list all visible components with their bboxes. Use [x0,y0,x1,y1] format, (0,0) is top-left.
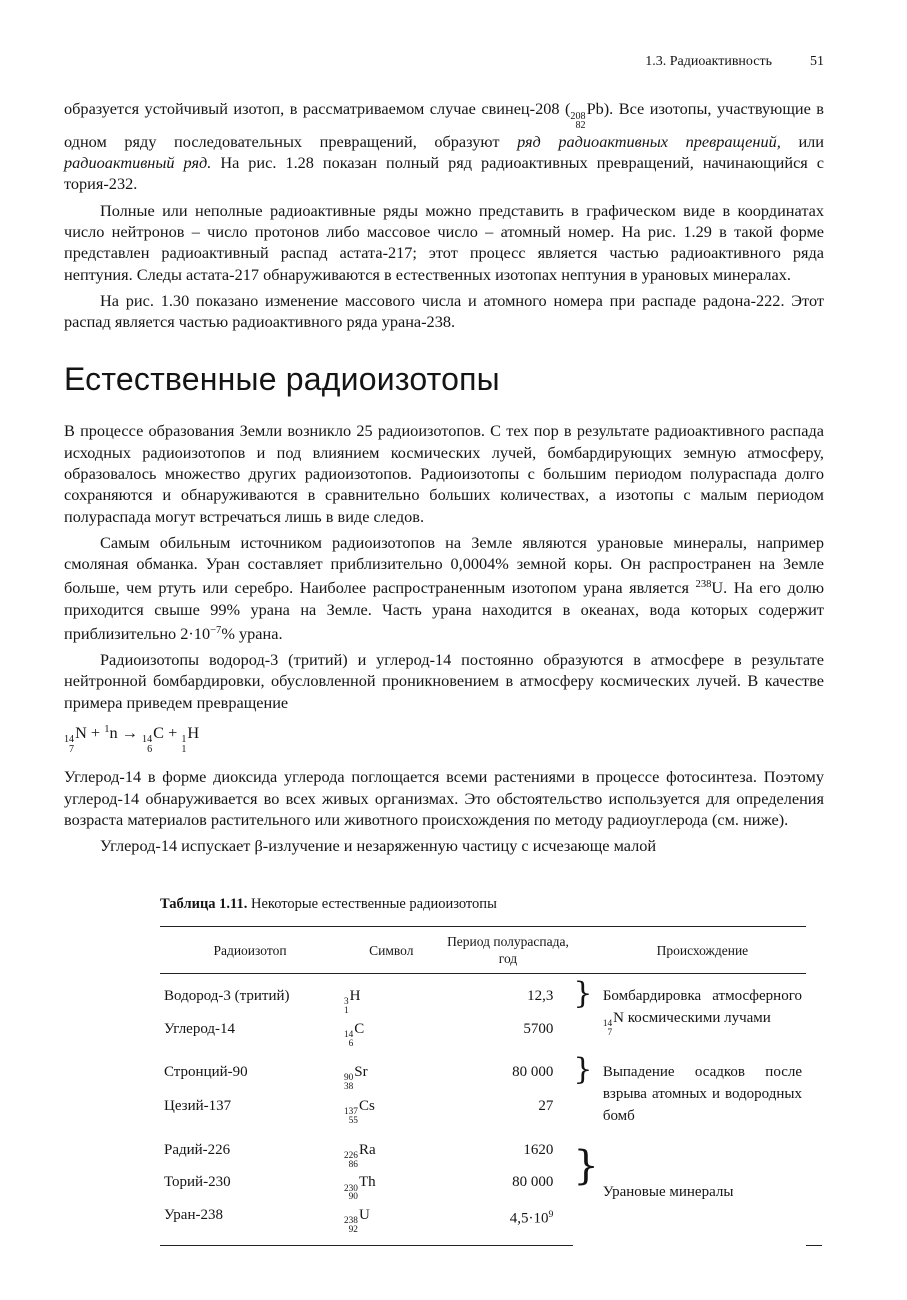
origin-cell: Бомбардировка атмосферного 14 7 N космическими лучами [602,988,802,1038]
col-header-origin: Происхождение [599,927,806,974]
paragraph: Углерод-14 испускает β-излучение и незаряженную частицу с исчезающе малой [100,836,657,856]
page-number: 51 [810,54,824,69]
col-header-symbol: Символ [340,927,443,974]
term-emphasis: ряд радиоактивных превращений, [517,131,781,151]
origin-cell: Выпадение осадков после взрыва атомных и водородных бомб [602,1063,802,1124]
running-header [64,54,824,76]
paragraph: Полные или неполные радиоактивные ряды можно представить в графическом виде в координатах число нейтронов – число протонов либо массовое число – атомный номер. На рис. 1.29 в такой форме представлен радиоактивный распад астата-217; этот процесс является частью радиоактивного ряда нептуния. Следы астата-217 обнаруживаются в естественных изотопах нептуния в урановых минералах. [64,200,824,284]
table-row: Торий-230 230 90 Th 80 000 [164,1174,554,1203]
section-title: 1.3. Радиоактивность [645,54,772,69]
col-header-period: Период полураспада, год [443,927,574,974]
section-heading: Естественные радиоизотопы [64,361,500,398]
right-brace: } [573,976,593,1011]
term-emphasis: радиоактивный ряд. [64,153,212,173]
radioisotope-table [160,926,822,1246]
isotope-notation: 208 82 [570,110,586,132]
paragraph: На рис. 1.30 показано изменение массового числа и атомного номера при распаде радона-222. Этот распад является частью радиоактивного ряда урана-238. [64,290,824,332]
paragraph: Радиоизотопы водород-3 (тритий) и углерод-14 постоянно образуются в атмосфере в результате нейтронной бомбардировки, обусловленной проникновением в атмосферу космических лучей. В качестве примера приведем превращение [64,650,824,712]
paragraph: образуется устойчивый изотоп, в рассматриваемом случае свинец-208 ( 208 82 Pb). Все изотопы, участвующие в одном ряду последовательных превращений, образуют ряд радиоактивных превращений, или радиоактивный ряд. На рис. 1.28 показан полный ряд радиоактивных превращений, начинающийся с тория-232. [64,99,825,194]
table-row: Водород-3 (тритий) 3 1 H 12,3 } Бомбардировка атмосферного 14 7 N космическими лучами [160,984,822,1017]
table-row: Углерод-14 14 6 C 5700 [164,1020,554,1049]
table-row: Цезий-137 137 55 Cs 27 [164,1097,554,1126]
origin-cell: Урановые минералы [602,1183,734,1200]
table-caption: Таблица 1.11. Некоторые естественные радиоизотопы [160,896,497,912]
right-brace: } [573,1142,599,1189]
paragraph: В процессе образования Земли возникло 25 радиоизотопов. С тех пор в результате радиоактивного распада исходных радиоизотопов и под влиянием космических лучей, бомбардирующих земную атмосферу, образовалось множество других радиоизотопов. Радиоизотопы с большим периодом полураспада долго сохраняются и обнаруживаются в сравнительно больших количествах, а изотопы с малым периодом полураспада могут встречаться лишь в виде следов. [64,421,824,526]
nuclear-reaction-formula: 14 7 N + $^1$n → 14 6 C + 1 1 H [64,722,200,755]
paragraph: Самым обильным источником радиоизотопов на Земле являются урановые минералы, например смоляная обманка. Уран составляет приблизительно 0,0004% земной коры. Он распространен на Земле больше, чем ртуть или серебро. Наиболее распространенным изотопом урана является $^{238}$U. На его долю приходится свыше 99% урана на Земле. Часть урана находится в океанах, вода которых содержит приблизительно $2\cdot 10^{-7}\%$ урана. [64,532,824,643]
table-row: Уран-238 238 92 U $4,5\cdot 10^9$ [160,1203,822,1245]
main-text [64,98,824,857]
table-row: Радий-226 226 86 Ra 1620 } Урановые минералы [160,1138,822,1171]
paragraph: Углерод-14 в форме диоксида углерода поглощается всеми растениями в процессе фотосинтеза. Поэтому углерод-14 обнаруживается во всех живых организмах. Это обстоятельство используется для определения возраста материалов растительного или животного происхождения по методу радиоуглерода (см. ниже). [64,767,824,830]
right-brace: } [573,1051,593,1087]
col-header-isotope: Радиоизотоп [160,927,340,974]
table-row: Стронций-90 90 38 Sr 80 000 } Выпадение осадков после взрыва атомных и водородных бомб [160,1060,822,1094]
